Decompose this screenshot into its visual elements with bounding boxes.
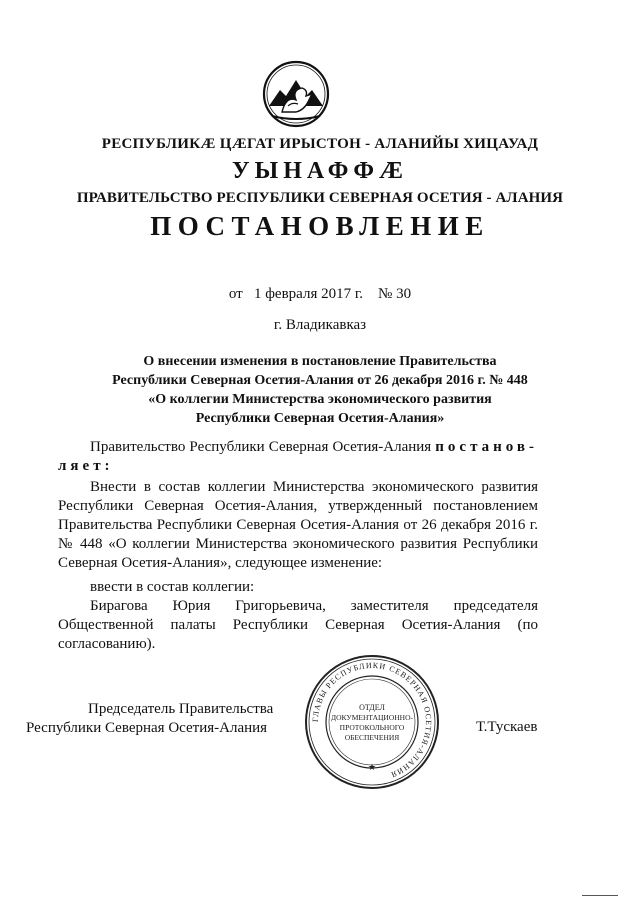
stamp-center-line: ПРОТОКОЛЬНОГО — [339, 723, 405, 732]
stamp-center-line: ОТДЕЛ — [359, 703, 385, 712]
stamp-star-icon: ★ — [367, 763, 377, 773]
intro-resolves-cont: ляет: — [58, 458, 114, 474]
coat-of-arms-emblem — [262, 60, 330, 128]
item-line: согласованию). — [58, 636, 156, 652]
government-name: ПРАВИТЕЛЬСТВО РЕСПУБЛИКИ СЕВЕРНАЯ ОСЕТИЯ - АЛАНИЯ — [76, 190, 564, 206]
intro-resolves: постанов- — [435, 439, 538, 455]
intro-text: Правительство Республики Северная Осетия-Алания — [90, 439, 432, 455]
ossetian-document-title: УЫНАФФÆ — [232, 158, 408, 184]
resolution-intro — [58, 438, 538, 476]
paragraph-line: Северная Осетия-Алания», следующее изменение: — [58, 555, 383, 571]
paragraph-line: Внести в состав коллегии Министерства экономического развития — [90, 479, 538, 495]
item-line: Бирагова Юрия Григорьевича, заместителя председателя — [90, 598, 538, 614]
subject-line: Республики Северная Осетия-Алания от 26 декабря 2016 г. № 448 — [112, 373, 528, 388]
position-line: Председатель Правительства — [88, 701, 274, 717]
item-intro: ввести в состав коллегии: — [90, 579, 255, 595]
official-stamp — [304, 654, 440, 790]
ossetian-republic-name: РЕСПУБЛИКÆ ЦÆГАТ ИРЫСТОН - АЛАНИЙЫ ХИЦАУАД — [101, 136, 539, 152]
document-date-number: от 1 февраля 2017 г. № 30 — [228, 286, 412, 302]
resolution-paragraph — [58, 478, 538, 573]
stamp-center-line: ДОКУМЕНТАЦИОННО- — [331, 713, 413, 722]
document-city: г. Владикавказ — [273, 317, 367, 333]
subject-line: «О коллегии Министерства экономического развития — [148, 392, 492, 407]
stamp-center-line: ОБЕСПЕЧЕНИЯ — [344, 733, 400, 742]
document-subject — [0, 352, 640, 428]
footer-rule — [582, 895, 618, 896]
resolution-item — [58, 578, 538, 654]
document-title: ПОСТАНОВЛЕНИЕ — [150, 211, 490, 241]
position-line: Республики Северная Осетия-Алания — [26, 720, 268, 736]
signatory-name: Т.Тускаев — [476, 719, 538, 735]
item-line: Общественной палаты Республики Северная Осетия-Алания (по — [58, 617, 538, 633]
subject-line: Республики Северная Осетия-Алания» — [195, 411, 445, 426]
paragraph-line: № 448 «О коллегии Министерства экономического развития Республики — [58, 536, 538, 552]
paragraph-line: Республики Северная Осетия-Алания, утвержденный постановлением — [58, 498, 538, 514]
stamp-ring-text: ГЛАВЫ РЕСПУБЛИКИ СЕВЕРНАЯ ОСЕТИЯ-АЛАНИЯ — [310, 660, 434, 780]
subject-line: О внесении изменения в постановление Правительства — [143, 354, 497, 369]
paragraph-line: Правительства Республики Северная Осетия-Алания от 26 декабря 2016 г. — [58, 517, 538, 533]
intro-line — [58, 438, 538, 457]
signatory-position — [26, 700, 273, 738]
